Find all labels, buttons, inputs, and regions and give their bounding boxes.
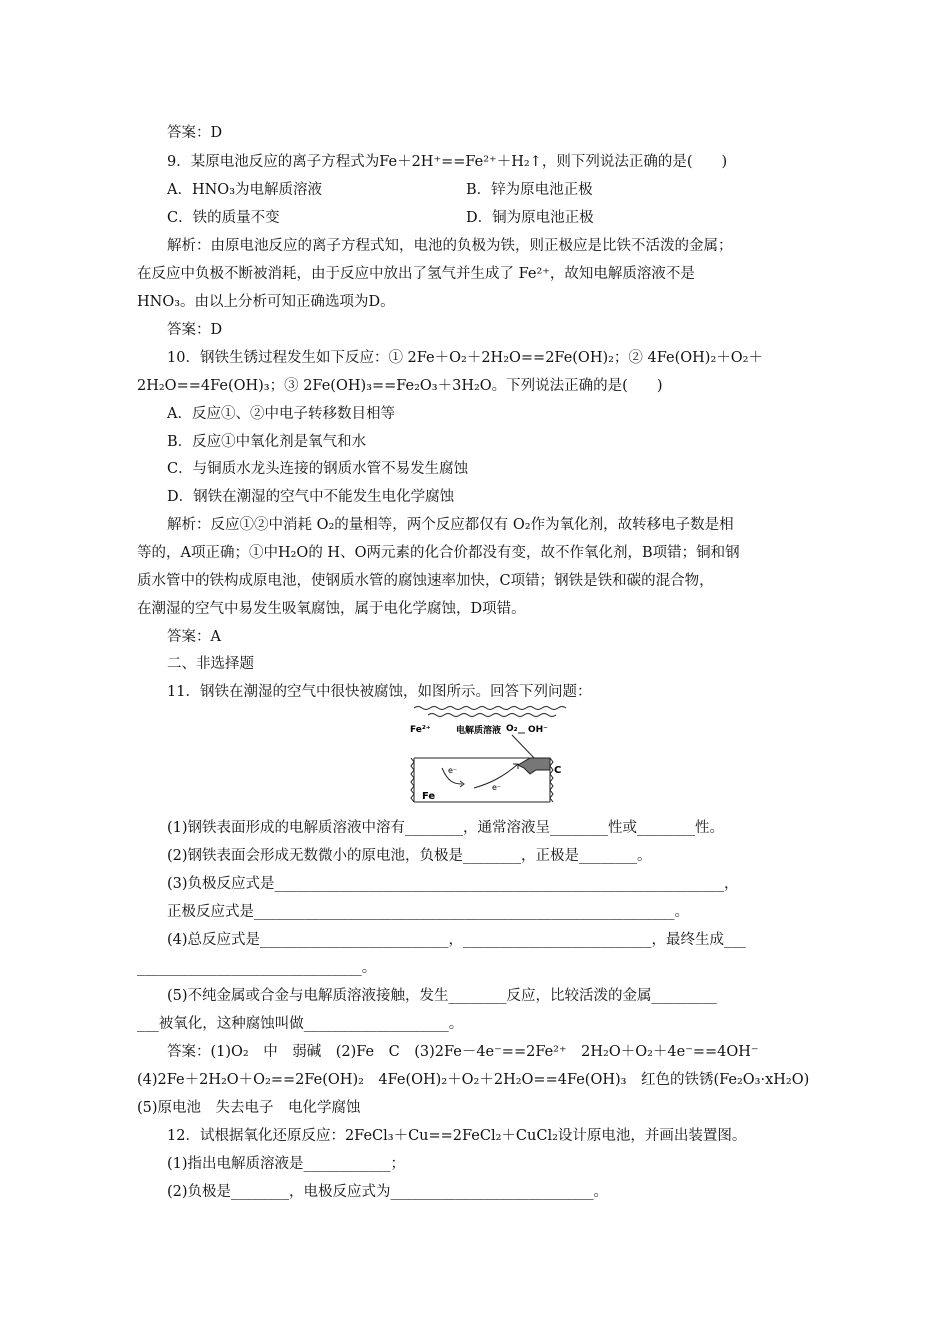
question-11-part-4: (4)总反应式是__________________________，__________________________，最终生成___	[167, 932, 746, 948]
option-d: D．钢铁在潮湿的空气中不能发生电化学腐蚀	[167, 489, 455, 505]
question-11-part-2: (2)钢铁表面会形成无数微小的原电池，负极是________，正极是________。	[167, 848, 652, 864]
electron-label: e⁻	[492, 783, 502, 792]
question-9: 9．某原电池反应的离子方程式为Fe＋2H⁺==Fe²⁺＋H₂↑，则下列说法正确的是( )	[167, 154, 728, 170]
question-11-part-5: (5)不纯金属或合金与电解质溶液接触，发生________反应，比较活泼的金属_________	[167, 988, 717, 1004]
question-10: 10．钢铁生锈过程发生如下反应：① 2Fe＋O₂＋2H₂O==2Fe(OH)₂；② 4Fe(OH)₂＋O₂＋	[167, 350, 763, 366]
iron-label: Fe	[422, 791, 436, 802]
option-b: B．反应①中氧化剂是氧气和水	[167, 434, 367, 450]
answer-line: (4)2Fe＋2H₂O＋O₂==2Fe(OH)₂ 4Fe(OH)₂＋O₂＋2H₂O==4Fe(OH)₃ 红色的铁锈(Fe₂O₃·xH₂O)	[137, 1072, 810, 1088]
carbon-particle	[518, 758, 550, 774]
question-11-part-4-cont: _______________________________。	[137, 960, 377, 976]
hydroxide-label: OH⁻	[528, 725, 548, 735]
carbon-label: C	[554, 765, 562, 776]
question-11-part-1: (1)钢铁表面形成的电解质溶液中溶有________，通常溶液呈________性或________性。	[167, 820, 725, 836]
question-11-part-3: (3)负极反应式是______________________________________________________________，	[167, 876, 739, 892]
question-11: 11．钢铁在潮湿的空气中很快被腐蚀，如图所示。回答下列问题：	[167, 684, 592, 700]
option-a: A．HNO₃为电解质溶液	[167, 182, 323, 198]
explanation-line: 等的，A项正确；①中H₂O的 H、O两元素的化合价都没有变，故不作氧化剂，B项错；铜和钢	[137, 545, 740, 561]
electron-label: e⁻	[448, 766, 458, 775]
question-11-part-3-cont: 正极反应式是__________________________________________________________。	[167, 904, 689, 920]
option-c: C．铁的质量不变	[167, 210, 280, 226]
fe2-ion-label: Fe²⁺	[410, 725, 431, 735]
section-heading: 二、非选择题	[167, 656, 254, 672]
water-surface-wave	[428, 714, 556, 717]
solution-label: 电解质溶液	[456, 726, 502, 736]
question-11-part-5-cont: ___被氧化，这种腐蚀叫做____________________。	[137, 1016, 464, 1032]
explanation-line: 在潮湿的空气中易发生吸氧腐蚀，属于电化学腐蚀，D项错。	[137, 601, 526, 617]
answer-line: (5)原电池 失去电子 电化学腐蚀	[137, 1100, 361, 1116]
option-b: B．锌为原电池正极	[466, 182, 593, 198]
option-c: C．与铜质水龙头连接的钢质水管不易发生腐蚀	[167, 461, 469, 477]
water-surface-wave	[414, 707, 566, 710]
question-12: 12．试根据氧化还原反应：2FeCl₃＋Cu==2FeCl₂＋CuCl₂设计原电池，并画出装置图。	[167, 1128, 747, 1144]
explanation-line: HNO₃。由以上分析可知正确选项为D。	[137, 294, 395, 310]
question-10-cont: 2H₂O==4Fe(OH)₃；③ 2Fe(OH)₃==Fe₂O₃＋3H₂O。下列说法正确的是( )	[137, 378, 663, 394]
explanation-line: 在反应中负极不断被消耗，由于反应中放出了氢气并生成了 Fe²⁺，故知电解质溶液不是	[137, 266, 695, 282]
option-d: D．铜为原电池正极	[466, 210, 594, 226]
answer-line: 答案：D	[167, 322, 223, 338]
answer-line: 答案：D	[167, 125, 223, 141]
o2-label: O₂	[506, 724, 518, 734]
explanation-line: 解析：由原电池反应的离子方程式知，电池的负极为铁，则正极应是比铁不活泼的金属；	[167, 238, 733, 254]
explanation-line: 质水管中的铁构成原电池，使钢质水管的腐蚀速率加快，C项错；钢铁是铁和碳的混合物，	[137, 573, 714, 589]
option-a: A．反应①、②中电子转移数目相等	[167, 406, 395, 422]
explanation-line: 解析：反应①②中消耗 O₂的量相等，两个反应都仅有 O₂作为氧化剂，故转移电子数是相	[167, 517, 734, 533]
question-12-part-2: (2)负极是________，电极反应式为____________________________。	[167, 1184, 609, 1200]
answer-line: 答案：A	[167, 629, 221, 645]
oxygen-path-line	[512, 735, 536, 760]
answer-line: 答案：(1)O₂ 中 弱碱 (2)Fe C (3)2Fe－4e⁻==2Fe²⁺ 2H₂O＋O₂＋4e⁻==4OH⁻	[167, 1044, 759, 1060]
corrosion-diagram	[408, 702, 576, 810]
question-12-part-1: (1)指出电解质溶液是____________；	[167, 1156, 406, 1172]
